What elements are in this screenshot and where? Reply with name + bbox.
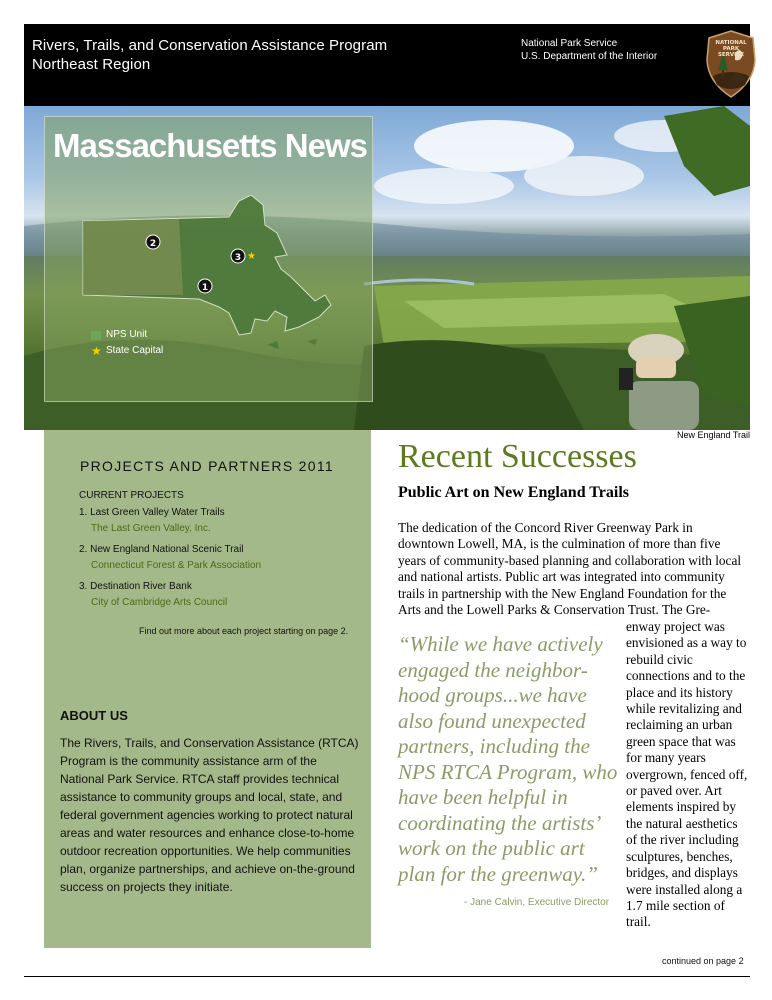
project-partner: The Last Green Valley, Inc.	[91, 523, 211, 534]
svg-text:2: 2	[149, 239, 157, 249]
footer-rule	[24, 976, 750, 977]
quote-attribution: - Jane Calvin, Executive Director	[464, 897, 610, 908]
agency-name	[521, 37, 657, 63]
article-subtitle: Public Art on New England Trails	[398, 484, 629, 501]
project-partner: City of Cambridge Arts Council	[91, 597, 228, 608]
about-body: The Rivers, Trails, and Conservation Assistance (RTCA) Program is the community assistance arm of the National Park Service. RTCA staff provides technical assistance to community groups and local, state, and federal government agencies working to protect natural areas and water resources and enhance close-to-home outdoor recreation opportunities. We help communities plan, organize partnerships, and achieve on-the-ground success on projects they initiate.	[60, 736, 359, 894]
continued-note: continued on page 2	[662, 956, 744, 966]
agency-line-1: National Park Service	[521, 38, 618, 49]
legend-item-nps-unit: NPS Unit	[91, 327, 163, 343]
region-name: Northeast Region	[32, 56, 151, 73]
current-projects-label: CURRENT PROJECTS	[79, 490, 184, 501]
map-panel	[44, 116, 373, 402]
program-name	[32, 36, 387, 74]
project-item	[79, 579, 369, 611]
legend-item-state-capital: ★ State Capital	[91, 344, 164, 358]
map-legend	[91, 327, 163, 359]
svg-text:NATIONAL: NATIONAL	[715, 40, 747, 46]
project-item	[79, 542, 369, 574]
article-body-column: enway project was envisioned as a way to rebuild civic connections and to the place and its history while revitalizing and reclaiming an urban green space that was for many years overgrown, fenced off, or paved over. Art elements inspired by the natural aesthetics of the river including sculptures, benches, bridges, and displays were installed along a 1.7 mile section of trail.	[626, 619, 748, 930]
project-name: 1. Last Green Valley Water Trails	[79, 507, 225, 518]
svg-text:3: 3	[234, 253, 242, 263]
pull-quote: “While we have actively engaged the neighbor-hood groups...we have also found unexpected partners, including the NPS RTCA Program, who have been helpful in coordinating the artists’ work on the public art plan for the greenway.”	[398, 632, 618, 886]
header-band	[24, 24, 750, 106]
svg-text:SERVICE: SERVICE	[717, 52, 745, 58]
map-marker-2	[146, 235, 160, 249]
project-name: 2. New England National Scenic Trail	[79, 544, 244, 555]
star-icon: ★	[91, 344, 102, 358]
state-capital-star-icon: ★	[247, 251, 256, 262]
map-marker-3	[231, 249, 245, 263]
project-list	[79, 505, 369, 616]
program-title: Rivers, Trails, and Conservation Assistance Program	[32, 37, 388, 54]
svg-text:1: 1	[201, 283, 209, 293]
masthead-title: Massachusetts News	[53, 127, 367, 164]
green-square-icon	[91, 331, 101, 340]
svg-text:PARK: PARK	[722, 46, 740, 52]
nps-arrowhead-logo	[705, 30, 757, 98]
project-name: 3. Destination River Bank	[79, 581, 192, 592]
find-out-more-note: Find out more about each project starting on page 2.	[139, 626, 349, 636]
project-partner: Connecticut Forest & Park Association	[91, 560, 262, 571]
photo-caption: New England Trail	[676, 430, 750, 440]
projects-title: PROJECTS AND PARTNERS 2011	[80, 458, 334, 474]
agency-line-2: U.S. Department of the Interior	[521, 51, 658, 62]
sidebar-panel	[44, 430, 371, 948]
about-heading: ABOUT US	[60, 708, 128, 723]
section-title: Recent Successes	[398, 438, 637, 475]
project-item	[79, 505, 369, 537]
map-marker-1	[198, 279, 212, 293]
article-body-top: The dedication of the Concord River Greenway Park in downtown Lowell, MA, is the culmination of more than five years of community-based planning and collaboration with local and national artists. Public art was integrated into community trails in partnership with the New England Foundation for the Arts and the Lowell Parks & Conservation Trust. The Gre-	[398, 520, 742, 618]
